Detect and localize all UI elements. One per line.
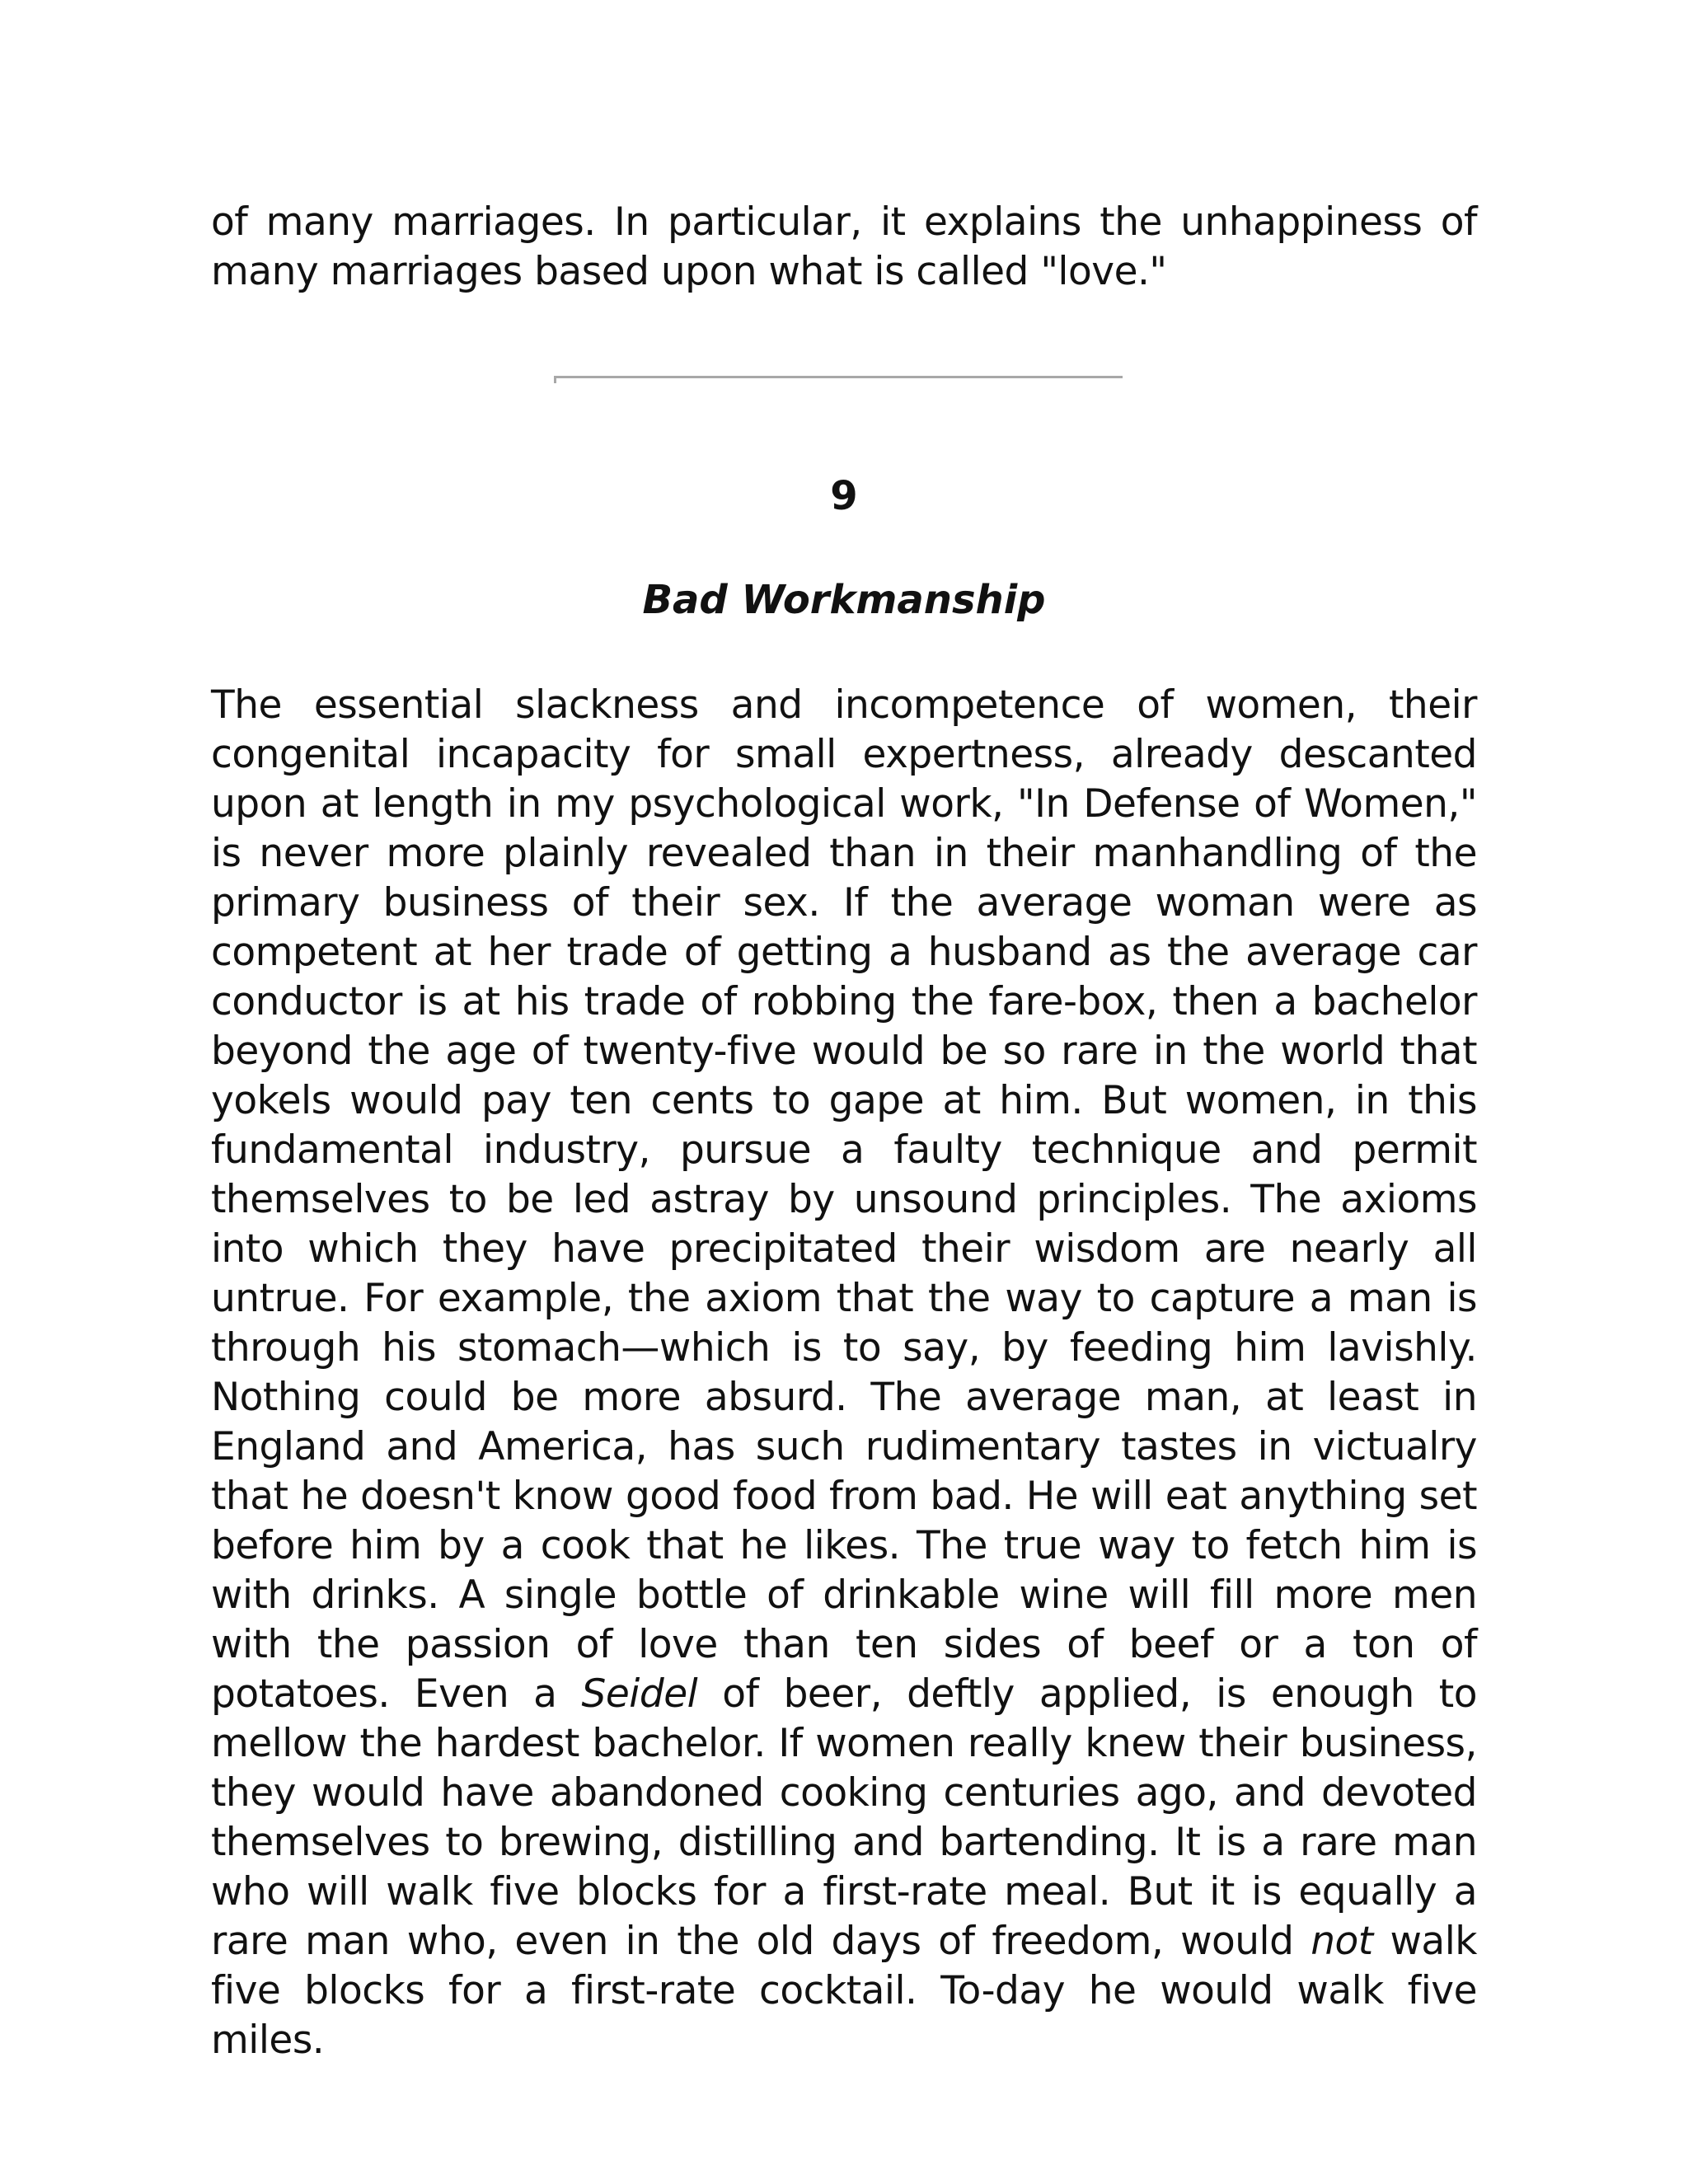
body-emphasis-not: not — [1311, 1919, 1373, 1964]
body-emphasis-seidel: Seidel — [581, 1671, 698, 1717]
opening-paragraph: of many marriages. In particular, it explains the unhappiness of many marriages based upon what is called "love." — [211, 199, 1477, 294]
body-text-2: of beer, deftly applied, is enough to mellow the hardest bachelor. If women really knew their business, they would have abandoned cooking centuries ago, and devoted themselves to brewing, distilling and bartending. It is a rare man who will walk five blocks for a first-rate meal. But it is equally a rare man who, even in the old days of freedom, would — [211, 1671, 1477, 1964]
body-text-3: walk five blocks for a first-rate cocktail. To-day he would walk five miles. — [211, 1919, 1477, 2063]
chapter-body-paragraph — [211, 681, 1477, 2065]
section-divider — [554, 376, 1123, 378]
chapter-number: 9 — [830, 473, 858, 519]
body-text-1: The essential slackness and incompetence of women, their congenital incapacity for small expertness, already descanted upon at length in my psychological work, "In Defense of Women," is never more plainly revealed than in their manhandling of the primary business of their sex. If the average woman were as competent at her trade of getting a husband as the average car conductor is at his trade of robbing the fare-box, then a bachelor beyond the age of twenty-five would be so rare in the world that yokels would pay ten cents to gape at him. But women, in this fundamental industry, pursue a faulty technique and permit themselves to be led astray by unsound principles. The axioms into which they have precipitated their wisdom are nearly all untrue. For example, the axiom that the way to capture a man is through his stomach—which is to say, by feeding him lavishly. Nothing could be more absurd. The average man, at least in England and America, has such rudimentary tastes in victualry that he doesn't know good food from bad. He will eat anything set before him by a cook that he likes. The true way to fetch him is with drinks. A single bottle of drinkable wine will fill more men with the passion of love than ten sides of beef or a ton of potatoes. Even a — [211, 682, 1477, 1717]
chapter-title: Bad Workmanship — [642, 577, 1046, 623]
